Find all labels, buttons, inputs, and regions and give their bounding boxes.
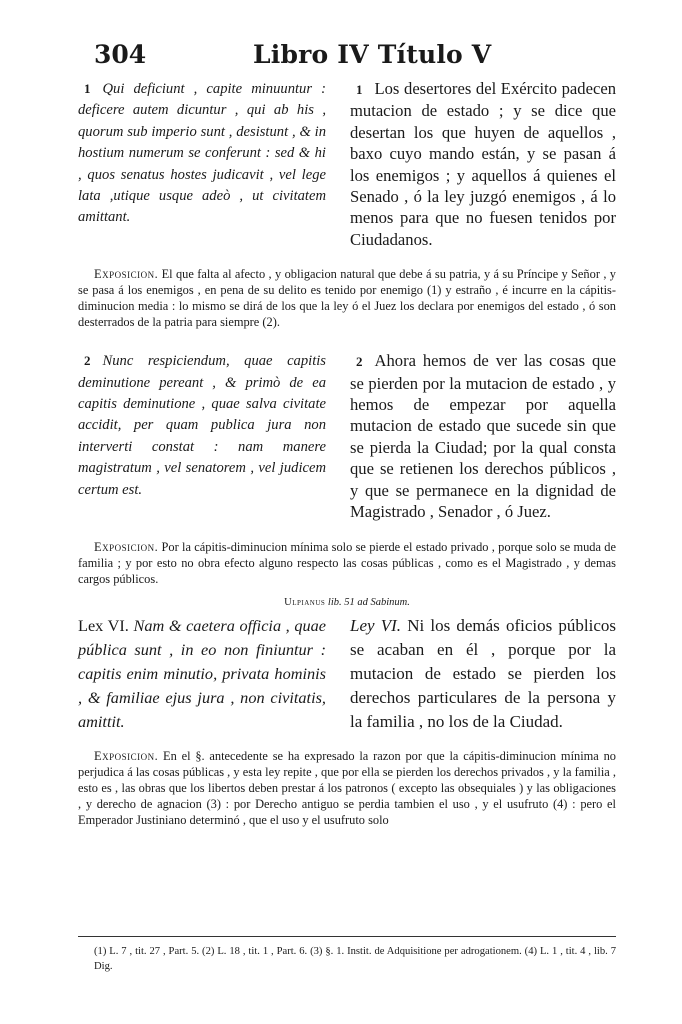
exposicion-text: Por la cápitis-diminucion mínima solo se pierde el estado privado , porque solo se muda de familia ; y por esto no obra efecto alguno respecto las cosas públicas , como es el Magistrado , y demas cargos públicos.: [78, 539, 616, 586]
footnote-divider: [78, 936, 616, 937]
footnote-text: (1) L. 7 , tit. 27 , Part. 5. (2) L. 18 , tit. 1 , Part. 6. (3) §. 1. Instit. de Adquisitione per adrogationem. (4) L. 1 , tit. 4 , lib. 7 Dig.: [94, 946, 616, 972]
running-title: Libro IV Título V: [253, 40, 492, 69]
section-number: 1: [356, 82, 363, 97]
latin-paragraph: Nunc respiciendum, quae capitis deminutione pereant , & primò de ea capitis deminutione , quae salva civitate accidit, per quam publica jura non interverti constat : nam manere magistratum , vel senatorem , vel judicem certum est.: [78, 353, 326, 498]
latin-text-2: [78, 350, 326, 522]
section-1: [78, 78, 616, 250]
spanish-text-1: [350, 78, 616, 250]
section-number: 1: [84, 81, 91, 96]
section-3: [78, 614, 616, 734]
exposicion-label: Exposicion.: [94, 748, 159, 763]
page-number: 304: [94, 40, 147, 69]
exposicion-text: En el §. antecedente se ha expresado la razon por que la cápitis-diminucion mínima no perjudica á las cosas públicas , y esta ley repite , que por ella se pierden los derechos privados , y la familia , esto es , las obras que los libertos deben prestar á los patronos ( excepto las obsequiales ) y las obligaciones , y derecho de agnacion (3) : por Derecho antiguo se perdia tambien el uso , y el usufruto (4) : pero el Emperador Justiniano determinó , que el uso y el usufruto solo: [78, 748, 616, 827]
spanish-paragraph: Los desertores del Exército padecen mutacion de estado ; y se dice que desertan los que huyen de aquellos , baxo cuyo mando están, y se pasan á los enemigos ; y aquellos á quienes el Senado , ó la ley juzgó enemigos , á lo menos para que no fuesen tenidos por Ciudadanos.: [350, 79, 616, 249]
page: [78, 40, 616, 828]
exposicion-text: El que falta al afecto , y obligacion natural que debe á su patria, y á su Príncipe y Señor , y se pasa á los enemigos , en pena de su delito es tenido por enemigo (1) y estraño , é incurre en la cápitis-diminucion media : lo mismo se dirá de los que la ley ó el Juez los declara por enemigos del estado , ó son desterrados de la patria para siempre (2).: [78, 267, 616, 330]
exposicion-label: Exposicion.: [94, 267, 159, 282]
lex-heading: Lex VI.: [78, 615, 129, 635]
spanish-text-3: [350, 614, 616, 734]
source-citation: [78, 597, 616, 608]
latin-text-1: [78, 78, 326, 250]
spanish-text-2: [350, 350, 616, 522]
spanish-paragraph: Ni los demás oficios públicos se acaban en él , porque por la mutacion de estado se pierden los derechos particulares de la persona y la familia , no los de la Ciudad.: [350, 615, 616, 731]
spanish-paragraph: Ahora hemos de ver las cosas que se pierden por la mutacion de estado , y hemos de empezar por aquella mutacion de estado que sucede sin que se pierda la Ciudad; por la qual consta que se retienen los derechos públicos , y que se permanece en la dignidad de Magistrado , Senador , ó Juez.: [350, 351, 616, 522]
exposicion-2: [78, 539, 616, 587]
exposicion-3: [78, 748, 616, 828]
ley-heading: Ley VI.: [350, 615, 402, 635]
latin-paragraph: Qui deficiunt , capite minuuntur : deficere autem dicuntur , qui ab his , quorum sub imperio sunt , desistunt , & in hostium numerum se conferunt : sed & hi , quos senatus hostes judicavit , vel lege lata ,utique usque adeò , ut civitatem amittant.: [78, 81, 326, 226]
page-header: [78, 40, 616, 74]
footnotes: [94, 944, 616, 974]
latin-text-3: [78, 614, 326, 734]
section-number: 2: [356, 354, 363, 370]
source-author: Ulpianus: [284, 596, 326, 608]
source-work: lib. 51 ad Sabinum.: [327, 596, 410, 608]
section-number: 2: [84, 353, 91, 369]
exposicion-label: Exposicion.: [94, 539, 159, 554]
section-2: [78, 350, 616, 522]
exposicion-1: [78, 266, 616, 330]
latin-paragraph: Nam & caetera officia , quae pública sunt , in eo non finiuntur : capitis enim minutio, privata hominis , & familiae ejus jura , non civitatis, amittit.: [78, 615, 326, 731]
